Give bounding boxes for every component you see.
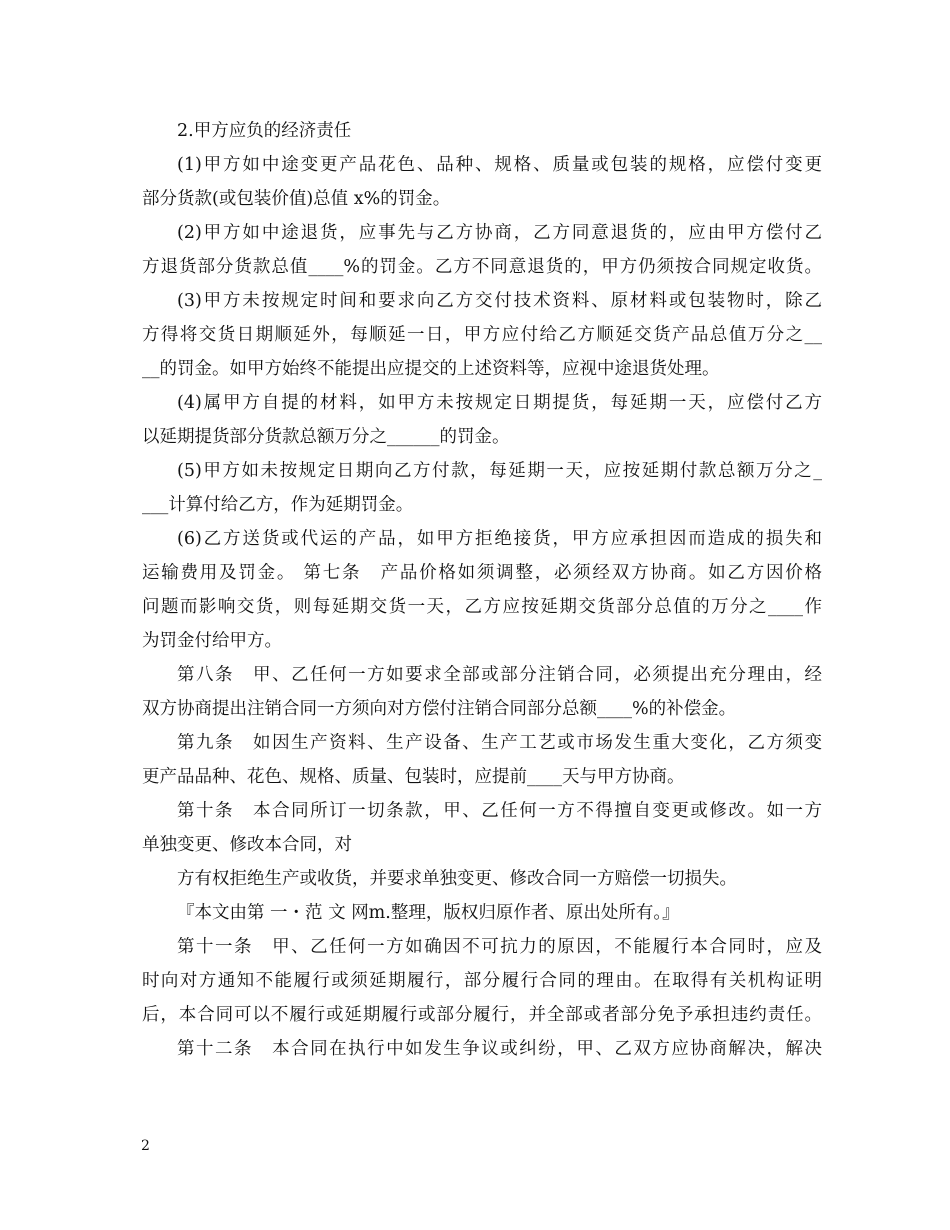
paragraph-line: 第十二条 本合同在执行中如发生争议或纠纷，甲、乙双方应协商解决，解决 <box>177 1039 822 1059</box>
paragraph-line: 第十一条 甲、乙任何一方如确因不可抗力的原因，不能履行本合同时，应及 <box>177 937 822 957</box>
paragraph-line: (2)甲方如中途退货，应事先与乙方协商，乙方同意退货的，应由甲方偿付乙 <box>177 223 822 243</box>
paragraph-line: 方退货部分货款总值____%的罚金。乙方不同意退货的，甲方仍须按合同规定收货。 <box>142 257 822 277</box>
paragraph-line: 双方协商提出注销合同一方须向对方偿付注销合同部分总额____%的补偿金。 <box>142 699 737 719</box>
paragraph-line: 更产品品种、花色、规格、质量、包装时，应提前____天与甲方协商。 <box>142 767 685 787</box>
paragraph-line: (5)甲方如未按规定日期向乙方付款，每延期一天，应按延期付款总额万分之_ <box>177 461 822 481</box>
paragraph-line: 后，本合同可以不履行或延期履行或部分履行，并全部或者部分免予承担违约责任。 <box>142 1005 822 1025</box>
document-body <box>142 114 822 1066</box>
paragraph-line: 运输费用及罚金。 第七条 产品价格如须调整，必须经双方协商。如乙方因价格 <box>142 563 822 583</box>
page-number: 2 <box>141 1138 150 1154</box>
paragraph-line: 第九条 如因生产资料、生产设备、生产工艺或市场发生重大变化，乙方须变 <box>177 733 822 753</box>
paragraph-line: (4)属甲方自提的材料，如甲方未按规定日期提货，每延期一天，应偿付乙方 <box>177 393 822 413</box>
paragraph-line: (6)乙方送货或代运的产品，如甲方拒绝接货，甲方应承担因而造成的损失和 <box>177 529 822 549</box>
paragraph-line: 以延期提货部分货款总额万分之______的罚金。 <box>142 427 510 447</box>
paragraph-line: 2.甲方应负的经济责任 <box>177 121 352 141</box>
paragraph-line: 方得将交货日期顺延外，每顺延一日，甲方应付给乙方顺延交货产品总值万分之__ <box>142 325 822 345</box>
paragraph-line: 时向对方通知不能履行或须延期履行，部分履行合同的理由。在取得有关机构证明 <box>142 971 822 991</box>
paragraph-line: 为罚金付给甲方。 <box>142 631 282 651</box>
paragraph-line: 问题而影响交货，则每延期交货一天，乙方应按延期交货部分总值的万分之____作 <box>142 597 822 617</box>
paragraph-line: 第十条 本合同所订一切条款，甲、乙任何一方不得擅自变更或修改。如一方 <box>177 801 822 821</box>
paragraph-line: 单独变更、修改本合同，对 <box>142 835 352 855</box>
paragraph-line: __的罚金。如甲方始终不能提出应提交的上述资料等，应视中途退货处理。 <box>142 359 720 379</box>
source-notice: 『本文由第 一・范 文 网m.整理，版权归原作者、原出处所有。』 <box>177 903 680 923</box>
paragraph-line: 第八条 甲、乙任何一方如要求全部或部分注销合同，必须提出充分理由，经 <box>177 665 822 685</box>
paragraph-line: 部分货款(或包装价值)总值 x%的罚金。 <box>142 189 451 209</box>
paragraph-line: (1)甲方如中途变更产品花色、品种、规格、质量或包装的规格，应偿付变更 <box>177 155 822 175</box>
paragraph-line: 方有权拒绝生产或收货，并要求单独变更、修改合同一方赔偿一切损失。 <box>177 869 737 889</box>
paragraph-line: (3)甲方未按规定时间和要求向乙方交付技术资料、原材料或包装物时，除乙 <box>177 291 822 311</box>
paragraph-line: ___计算付给乙方，作为延期罚金。 <box>142 495 414 515</box>
